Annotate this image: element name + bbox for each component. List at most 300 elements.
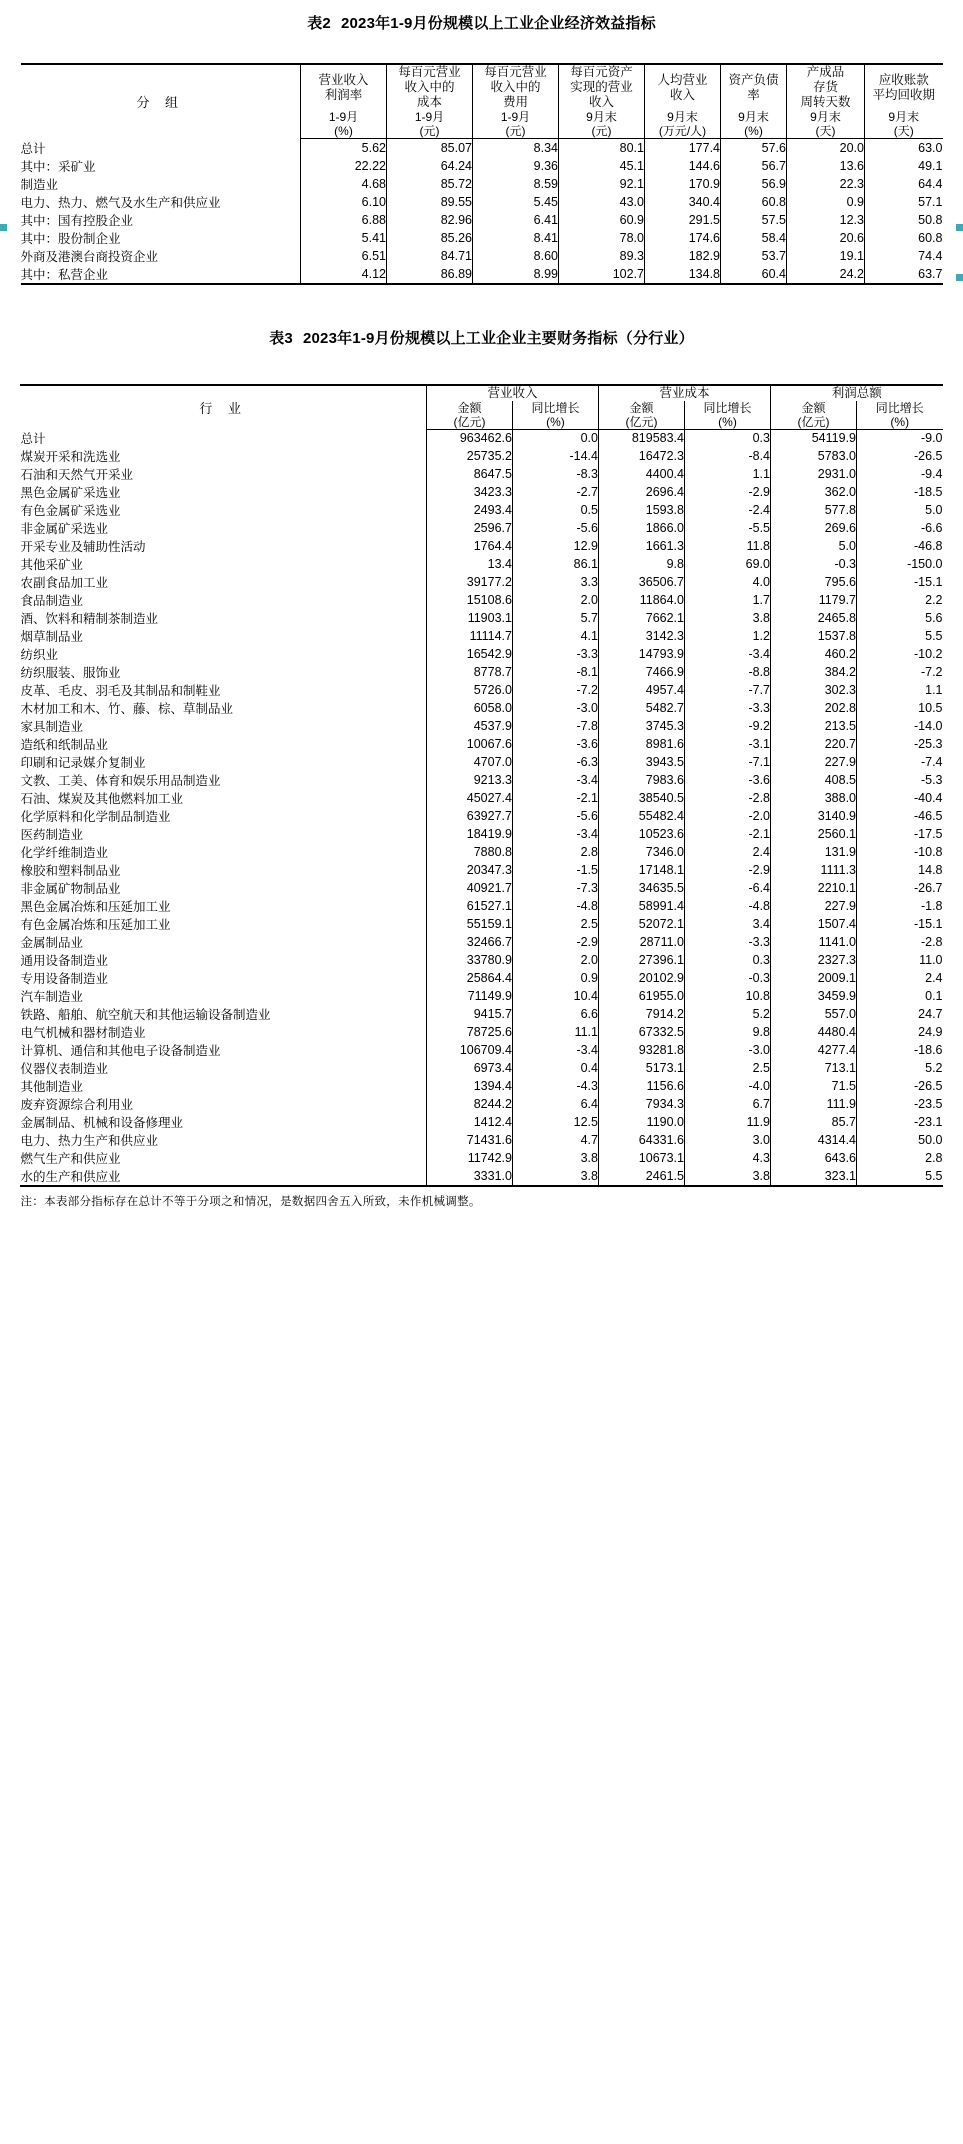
- table2-cell: 49.1: [865, 157, 943, 175]
- table3-cell: 34635.5: [598, 879, 684, 897]
- table2-head: [21, 64, 943, 139]
- table3-cell: 362.0: [771, 483, 857, 501]
- table3-cell: -2.8: [684, 789, 770, 807]
- table3-cell: 408.5: [771, 771, 857, 789]
- table3-cell: -1.8: [857, 897, 943, 915]
- table2-col-header-2-line1: 每百元营业: [484, 65, 547, 79]
- table3-cell: 1179.7: [771, 591, 857, 609]
- table3-cell: 1537.8: [771, 627, 857, 645]
- table3-cell: 2.8: [512, 843, 598, 861]
- table2-col-header-6: [787, 64, 865, 110]
- table3-cell: -9.2: [684, 717, 770, 735]
- table3-sub-header-1-line1: 同比增长: [531, 400, 580, 415]
- table3-cell: -7.2: [857, 663, 943, 681]
- table3-cell: 2.0: [512, 591, 598, 609]
- table3-sub-header-5-line1: 同比增长: [875, 400, 924, 415]
- table2-cell: 5.62: [301, 139, 387, 157]
- table3-cell: 111.9: [771, 1095, 857, 1113]
- table3-cell: 1111.3: [771, 861, 857, 879]
- table3-row-label: 有色金属矿采选业: [20, 504, 121, 518]
- table3-cell: 3943.5: [598, 753, 684, 771]
- table2-col-header-1-line1: 每百元营业: [398, 65, 461, 79]
- table3-cell: 3.8: [684, 1167, 770, 1186]
- table2-row-label: 总计: [20, 141, 46, 156]
- table3-cell: 78725.6: [426, 1023, 512, 1041]
- table3-cell: 17148.1: [598, 861, 684, 879]
- table3-cell: 2327.3: [771, 951, 857, 969]
- table3-row-label: 非金属矿采选业: [20, 522, 108, 536]
- table2-cell: 89.3: [559, 247, 645, 265]
- table3-cell: 302.3: [771, 681, 857, 699]
- table3-cell: 11903.1: [426, 609, 512, 627]
- table3-cell: -2.8: [857, 933, 943, 951]
- table3-cell: 9415.7: [426, 1005, 512, 1023]
- table-row: [20, 555, 942, 573]
- table3-cell: 4314.4: [771, 1131, 857, 1149]
- table3-cell: 6973.4: [426, 1059, 512, 1077]
- table3-cell: -46.8: [857, 537, 943, 555]
- table3-cell: 24.9: [857, 1023, 943, 1041]
- table3-cell: 269.6: [771, 519, 857, 537]
- table3-cell: -6.4: [684, 879, 770, 897]
- table3-stub-header: 行 业: [20, 385, 426, 430]
- table3-cell: -3.4: [512, 825, 598, 843]
- table3-cell: -5.6: [512, 519, 598, 537]
- table3-cell: 2.5: [512, 915, 598, 933]
- table3-cell: 0.1: [857, 987, 943, 1005]
- table3-sub-header-2-line2: (亿元): [625, 414, 658, 429]
- table3-cell: 39177.2: [426, 573, 512, 591]
- table3-cell: 220.7: [771, 735, 857, 753]
- table-row: [20, 1149, 942, 1167]
- table2-cell: 82.96: [387, 211, 473, 229]
- table-row: [20, 879, 942, 897]
- table2-cell: 56.7: [721, 157, 787, 175]
- table3-cell: 0.3: [684, 951, 770, 969]
- table3-cell: -4.0: [684, 1077, 770, 1095]
- table-row: [20, 843, 942, 861]
- table3-cell: 713.1: [771, 1059, 857, 1077]
- table3-cell: 93281.8: [598, 1041, 684, 1059]
- table-row: [20, 735, 942, 753]
- table3-cell: 50.0: [857, 1131, 943, 1149]
- table3-cell: -18.6: [857, 1041, 943, 1059]
- table2-unit-5: [721, 110, 787, 139]
- table3-cell: -46.5: [857, 807, 943, 825]
- table3-cell: 2596.7: [426, 519, 512, 537]
- table3-cell: 11.9: [684, 1113, 770, 1131]
- table3-cell: 4537.9: [426, 717, 512, 735]
- table2-col-header-7-line2: 平均回收期: [872, 87, 935, 102]
- table3-cell: 2.0: [512, 951, 598, 969]
- table3-cell: 1661.3: [598, 537, 684, 555]
- table2-unit-5-unit: (%): [744, 124, 763, 138]
- table3-cell: 7934.3: [598, 1095, 684, 1113]
- table-row: [20, 483, 942, 501]
- table3-cell: 0.4: [512, 1059, 598, 1077]
- table2-cell: 22.22: [301, 157, 387, 175]
- table2-unit-6: [787, 110, 865, 139]
- table3-cell: 8244.2: [426, 1095, 512, 1113]
- table-row: [21, 247, 943, 265]
- table2-unit-0: [301, 110, 387, 139]
- table2-cell: 5.41: [301, 229, 387, 247]
- table2-row-label: 其中：股份制企业: [20, 231, 121, 246]
- table-row: [20, 987, 942, 1005]
- table2-col-header-0-line2: 利润率: [324, 87, 363, 102]
- table2-col-header-6-line1: 产成品: [806, 65, 845, 79]
- table2-cell: 63.7: [865, 265, 943, 284]
- table3-cell: 5.5: [857, 1167, 943, 1186]
- table3-title-text: 2023年1-9月份规模以上工业企业主要财务指标（分行业）: [302, 329, 694, 347]
- table2-cell: 57.5: [721, 211, 787, 229]
- table2-col-header-7: [865, 64, 943, 110]
- table2-col-header-4-line2: 收入: [669, 87, 695, 102]
- table3-row-label: 印刷和记录媒介复制业: [20, 756, 146, 770]
- table-row: [20, 663, 942, 681]
- table3-cell: 25735.2: [426, 447, 512, 465]
- table3-cell: 11114.7: [426, 627, 512, 645]
- table3-cell: 36506.7: [598, 573, 684, 591]
- table3-cell: 3.8: [684, 609, 770, 627]
- table3-row-label: 文教、工美、体育和娱乐用品制造业: [20, 774, 221, 788]
- table2-unit-6-unit: (天): [815, 124, 836, 138]
- table3-cell: 3.8: [512, 1167, 598, 1186]
- table2-cell: 174.6: [645, 229, 721, 247]
- table2-cell: 53.7: [721, 247, 787, 265]
- table3-cell: 1156.6: [598, 1077, 684, 1095]
- table3-cell: -6.3: [512, 753, 598, 771]
- table3-row-label: 电力、热力生产和供应业: [20, 1134, 158, 1148]
- table3-cell: 11864.0: [598, 591, 684, 609]
- table2-stub-header: 分 组: [21, 64, 301, 139]
- table3-cell: 2009.1: [771, 969, 857, 987]
- table3-cell: 45027.4: [426, 789, 512, 807]
- table3-sub-header-4-line2: (亿元): [797, 414, 830, 429]
- edge-mark-left: [0, 224, 7, 231]
- table3-row-label: 其他制造业: [20, 1080, 83, 1094]
- table-row: [20, 969, 942, 987]
- table3-body: [20, 429, 942, 1186]
- table-row: [20, 519, 942, 537]
- table3-row-label: 煤炭开采和洗选业: [20, 450, 121, 464]
- table3-cell: -7.8: [512, 717, 598, 735]
- table2-cell: 8.34: [473, 139, 559, 157]
- table3-sub-header-5-line2: (%): [890, 414, 910, 429]
- table3-row-label: 汽车制造业: [20, 990, 83, 1004]
- table3-cell: -18.5: [857, 483, 943, 501]
- table3-group-header-0: 营业收入: [426, 385, 598, 401]
- table3-row-label: 金属制品业: [20, 936, 83, 950]
- table3-cell: 11.1: [512, 1023, 598, 1041]
- table3-cell: -3.4: [684, 645, 770, 663]
- table3-cell: 28711.0: [598, 933, 684, 951]
- table-row: [20, 699, 942, 717]
- table-row: [21, 157, 943, 175]
- table3-cell: 3142.3: [598, 627, 684, 645]
- table3-cell: 213.5: [771, 717, 857, 735]
- table3-cell: 85.7: [771, 1113, 857, 1131]
- table3-cell: 2.4: [684, 843, 770, 861]
- table2-cell: 64.24: [387, 157, 473, 175]
- table2-cell: 22.3: [787, 175, 865, 193]
- edge-mark-right-2: [956, 274, 963, 281]
- table3-cell: 7466.9: [598, 663, 684, 681]
- table3-cell: 7880.8: [426, 843, 512, 861]
- table-row: [20, 825, 942, 843]
- table-row: [20, 501, 942, 519]
- table3-row-label: 石油、煤炭及其他燃料加工业: [20, 792, 183, 806]
- table2-unit-2: [473, 110, 559, 139]
- table2-col-header-4: [645, 64, 721, 110]
- table2-unit-4: [645, 110, 721, 139]
- table2-cell: 64.4: [865, 175, 943, 193]
- table3-cell: 643.6: [771, 1149, 857, 1167]
- table2-cell: 24.2: [787, 265, 865, 284]
- table3-row-label: 仪器仪表制造业: [20, 1062, 108, 1076]
- table2-cell: 57.6: [721, 139, 787, 157]
- table2-col-header-7-line1: 应收账款: [878, 72, 929, 87]
- table3-cell: 2.5: [684, 1059, 770, 1077]
- table3-cell: 7662.1: [598, 609, 684, 627]
- table3-head: [20, 385, 942, 430]
- table2-cell: 9.36: [473, 157, 559, 175]
- table3-cell: 2461.5: [598, 1167, 684, 1186]
- table-row: [20, 1131, 942, 1149]
- table2-row-label: 制造业: [20, 177, 59, 192]
- table3-cell: 1.2: [684, 627, 770, 645]
- table2-row-label: 其中：国有控股企业: [20, 213, 134, 228]
- table3-cell: 1.1: [684, 465, 770, 483]
- table3-cell: -3.6: [512, 735, 598, 753]
- table3-row-label: 其他采矿业: [20, 558, 83, 572]
- table3-cell: 7346.0: [598, 843, 684, 861]
- table3-cell: 4.3: [684, 1149, 770, 1167]
- table3-cell: 3331.0: [426, 1167, 512, 1186]
- table3-cell: 3.8: [512, 1149, 598, 1167]
- table2-unit-0-unit: (%): [334, 124, 353, 138]
- table-row: [20, 573, 942, 591]
- table2-col-header-3-line2: 实现的营业: [570, 80, 633, 94]
- table-row: [21, 193, 943, 211]
- table-row: [21, 211, 943, 229]
- table2-unit-3-period: 9月末: [586, 110, 617, 124]
- table3-row-label: 烟草制品业: [20, 630, 83, 644]
- table-row: [20, 627, 942, 645]
- table-row: [20, 717, 942, 735]
- table3-cell: 6058.0: [426, 699, 512, 717]
- table3-row-label: 通用设备制造业: [20, 954, 108, 968]
- table3-cell: -4.3: [512, 1077, 598, 1095]
- table2-cell: 5.45: [473, 193, 559, 211]
- table3-row-label: 造纸和纸制品业: [20, 738, 108, 752]
- table3-cell: 9.8: [598, 555, 684, 573]
- table2-cell: 57.1: [865, 193, 943, 211]
- table2-row-label: 电力、热力、燃气及水生产和供应业: [20, 195, 221, 210]
- table3-cell: -3.4: [512, 1041, 598, 1059]
- table3-cell: 4.7: [512, 1131, 598, 1149]
- table3-cell: 202.8: [771, 699, 857, 717]
- table-row: [20, 1095, 942, 1113]
- table2: [21, 63, 943, 285]
- table2-cell: 63.0: [865, 139, 943, 157]
- table3-row-label: 皮革、毛皮、羽毛及其制品和制鞋业: [20, 684, 221, 698]
- table3-cell: 5.0: [771, 537, 857, 555]
- table2-cell: 177.4: [645, 139, 721, 157]
- table3-cell: 1.1: [857, 681, 943, 699]
- table2-unit-0-period: 1-9月: [328, 110, 359, 124]
- table3-sub-header-4-line1: 金额: [801, 400, 826, 415]
- table3-cell: 58991.4: [598, 897, 684, 915]
- table2-body: [21, 139, 943, 284]
- table3-cell: -9.0: [857, 429, 943, 447]
- table3-cell: 4957.4: [598, 681, 684, 699]
- table2-unit-3: [559, 110, 645, 139]
- table2-unit-7-period: 9月末: [888, 110, 920, 124]
- table3-cell: 71.5: [771, 1077, 857, 1095]
- table3-cell: -8.8: [684, 663, 770, 681]
- table3-cell: 10673.1: [598, 1149, 684, 1167]
- table-row: [21, 265, 943, 284]
- table3-cell: 6.7: [684, 1095, 770, 1113]
- table3-cell: -4.8: [512, 897, 598, 915]
- table3-cell: 5.2: [684, 1005, 770, 1023]
- table3-cell: 5.7: [512, 609, 598, 627]
- table3-cell: -0.3: [771, 555, 857, 573]
- table3-cell: -3.3: [512, 645, 598, 663]
- table3-cell: 12.5: [512, 1113, 598, 1131]
- table2-row-label: 其中：私营企业: [21, 265, 301, 284]
- table3-cell: 819583.4: [598, 429, 684, 447]
- table3-cell: -26.7: [857, 879, 943, 897]
- table-row: [20, 1167, 942, 1186]
- table3-cell: 0.9: [512, 969, 598, 987]
- table3-cell: 2.8: [857, 1149, 943, 1167]
- table3-sub-header-0: [426, 401, 512, 430]
- table2-col-header-1: [387, 64, 473, 110]
- table2-col-header-0-line1: 营业收入: [318, 72, 369, 87]
- table3-cell: -4.8: [684, 897, 770, 915]
- table-row: [20, 915, 942, 933]
- table3-cell: -6.6: [857, 519, 943, 537]
- table3-row-label: 有色金属冶炼和压延加工业: [20, 918, 171, 932]
- table2-title-text: 2023年1-9月份规模以上工业企业经济效益指标: [340, 15, 656, 32]
- table3: [20, 384, 942, 1188]
- table2-col-header-3-line3: 收入: [588, 95, 614, 109]
- table3-note: 注：本表部分指标存在总计不等于分项之和情况，是数据四舍五入所致，未作机械调整。: [20, 1196, 481, 1208]
- table3-cell: 16472.3: [598, 447, 684, 465]
- table-row: [20, 465, 942, 483]
- table3-cell: 384.2: [771, 663, 857, 681]
- table3-sub-header-0-line2: (亿元): [453, 414, 486, 429]
- table-row: [20, 645, 942, 663]
- table3-row-label: 化学纤维制造业: [20, 846, 108, 860]
- table3-cell: 557.0: [771, 1005, 857, 1023]
- table3-cell: 1593.8: [598, 501, 684, 519]
- table3-cell: -2.1: [684, 825, 770, 843]
- table2-col-header-5-line1: 资产负债: [728, 72, 779, 87]
- table3-cell: 9213.3: [426, 771, 512, 789]
- table3-sub-header-2-line1: 金额: [629, 400, 654, 415]
- table3-row-label: 农副食品加工业: [20, 576, 108, 590]
- table3-cell: 12.9: [512, 537, 598, 555]
- table-row: [20, 951, 942, 969]
- table-row: [20, 1023, 942, 1041]
- table3-sub-header-1-line2: (%): [546, 414, 565, 429]
- table3-cell: 40921.7: [426, 879, 512, 897]
- table2-cell: 8.99: [473, 265, 559, 284]
- table3-cell: 10067.6: [426, 735, 512, 753]
- table3-cell: -3.4: [512, 771, 598, 789]
- table3-cell: 3.0: [684, 1131, 770, 1149]
- table3-sub-header-0-line1: 金额: [457, 400, 482, 415]
- table3-cell: 3745.3: [598, 717, 684, 735]
- table3-cell: -2.9: [512, 933, 598, 951]
- table3-group-header-1: 营业成本: [598, 385, 770, 401]
- table3-cell: -7.2: [512, 681, 598, 699]
- table3-cell: -3.1: [684, 735, 770, 753]
- table2-cell: 6.10: [301, 193, 387, 211]
- table2-unit-7: [865, 110, 943, 139]
- table2-cell: 6.51: [301, 247, 387, 265]
- table3-cell: 4480.4: [771, 1023, 857, 1041]
- table3-cell: 15108.6: [426, 591, 512, 609]
- table3-cell: 13.4: [426, 555, 512, 573]
- table2-cell: 6.88: [301, 211, 387, 229]
- table2-col-header-3-line1: 每百元资产: [570, 65, 633, 79]
- table3-sub-header-3-line2: (%): [718, 414, 737, 429]
- table3-row-label: 铁路、船舶、航空航天和其他运输设备制造业: [20, 1008, 271, 1022]
- table3-row-label: 木材加工和木、竹、藤、棕、草制品业: [20, 702, 233, 716]
- table3-cell: 61527.1: [426, 897, 512, 915]
- table3-cell: 16542.9: [426, 645, 512, 663]
- table-row: [20, 753, 942, 771]
- table3-cell: 24.7: [857, 1005, 943, 1023]
- table3-sub-header-1: [512, 401, 598, 430]
- table3-cell: 4400.4: [598, 465, 684, 483]
- table3-cell: 577.8: [771, 501, 857, 519]
- table2-col-header-6-line3: 周转天数: [800, 95, 851, 109]
- table3-cell: -150.0: [857, 555, 943, 573]
- table-row: [20, 789, 942, 807]
- table3-cell: -9.4: [857, 465, 943, 483]
- table3-sub-header-3: [684, 401, 770, 430]
- table3-cell: -14.0: [857, 717, 943, 735]
- table3-cell: 5173.1: [598, 1059, 684, 1077]
- table3-cell: 67332.5: [598, 1023, 684, 1041]
- table2-cell: 170.9: [645, 175, 721, 193]
- table3-sub-header-3-line1: 同比增长: [703, 400, 752, 415]
- table-row: [20, 807, 942, 825]
- table2-cell: 340.4: [645, 193, 721, 211]
- table3-cell: 5726.0: [426, 681, 512, 699]
- table3-cell: -2.7: [512, 483, 598, 501]
- table3-cell: 2493.4: [426, 501, 512, 519]
- table3-cell: 5.2: [857, 1059, 943, 1077]
- table-row: [20, 447, 942, 465]
- table3-cell: 323.1: [771, 1167, 857, 1186]
- table2-cell: 45.1: [559, 157, 645, 175]
- table2-col-header-3: [559, 64, 645, 110]
- table3-row-label: 医药制造业: [20, 828, 83, 842]
- table3-sub-header-4: [771, 401, 857, 430]
- table3-cell: 1190.0: [598, 1113, 684, 1131]
- table2-cell: 0.9: [787, 193, 865, 211]
- table-row: [20, 1005, 942, 1023]
- table3-cell: 71149.9: [426, 987, 512, 1005]
- table3-cell: 4.0: [684, 573, 770, 591]
- table3-cell: 20102.9: [598, 969, 684, 987]
